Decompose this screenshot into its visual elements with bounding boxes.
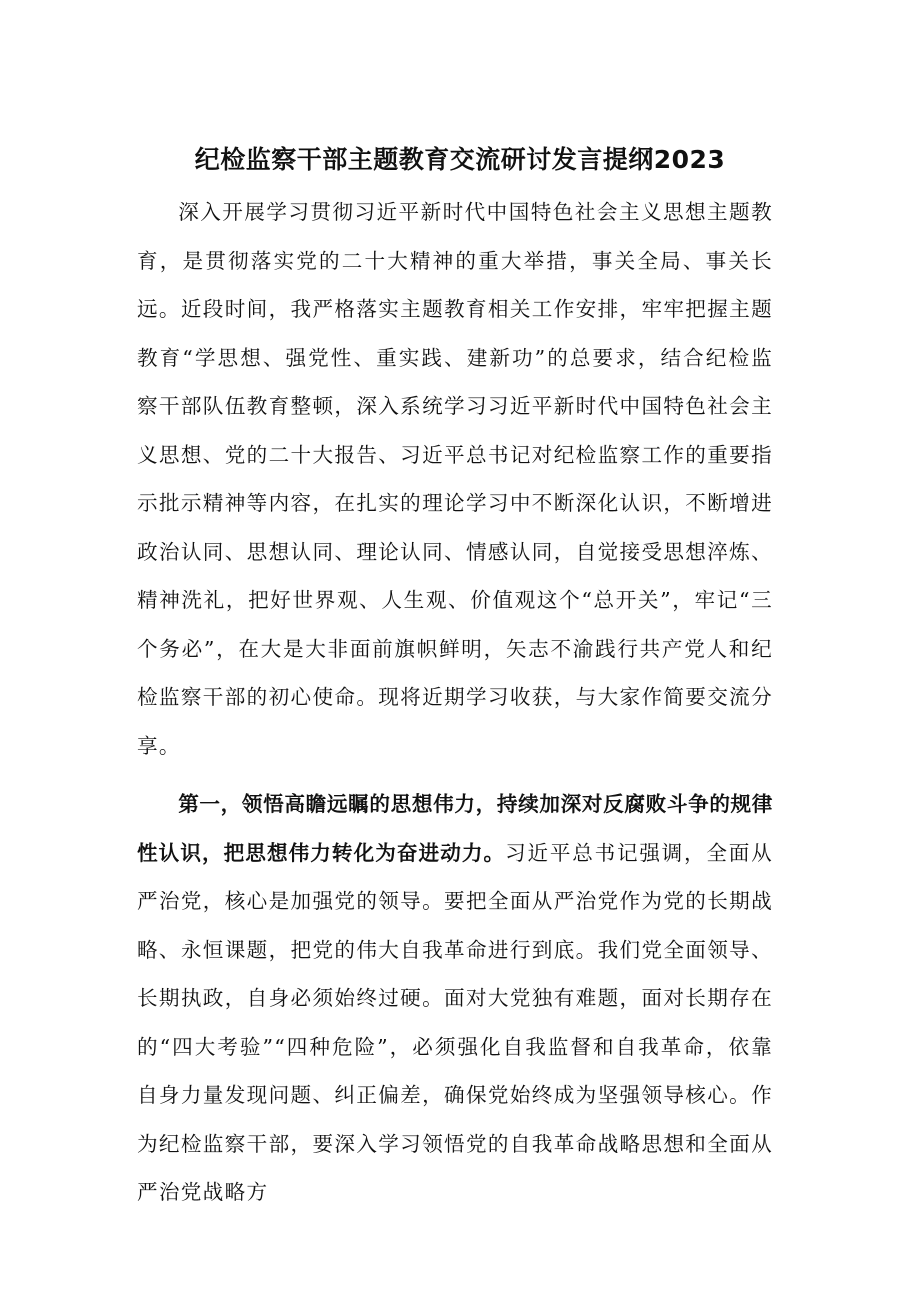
paragraph-intro — [137, 188, 773, 770]
paragraph-intro-text: 深入开展学习贯彻习近平新时代中国特色社会主义思想主题教育，是贯彻落实党的二十大精神的重大举措，事关全局、事关长远。近段时间，我严格落实主题教育相关工作安排，牢牢把握主题教育“学思想、强党性、重实践、建新功”的总要求，结合纪检监察干部队伍教育整顿，深入系统学习习近平新时代中国特色社会主义思想、党的二十大报告、习近平总书记对纪检监察工作的重要指示批示精神等内容，在扎实的理论学习中不断深化认识，不断增进政治认同、思想认同、理论认同、情感认同，自觉接受思想淬炼、精神洗礼，把好世界观、人生观、价值观这个“总开关”，牢记“三个务必”，在大是大非面前旗帜鲜明，矢志不渝践行共产党人和纪检监察干部的初心使命。现将近期学习收获，与大家作简要交流分享。 — [137, 200, 773, 758]
paragraph-first-point-heading: 第一，领悟高瞻远瞩的思想伟力，持续加深对反腐败斗争的规律性认识，把思想伟力转化为奋进动力。 — [137, 792, 773, 865]
paragraph-first-point-text: 习近平总书记强调，全面从严治党，核心是加强党的领导。要把全面从严治党作为党的长期战略、永恒课题，把党的伟大自我革命进行到底。我们党全面领导、长期执政，自身必须始终过硬。面对大党独有难题，面对长期存在的“四大考验”“四种危险”，必须强化自我监督和自我革命，依靠自身力量发现问题、纠正偏差，确保党始终成为坚强领导核心。作为纪检监察干部，要深入学习领悟党的自我革命战略思想和全面从严治党战略方 — [137, 840, 773, 1204]
paragraph-first-point — [137, 780, 773, 1217]
document-title: 纪检监察干部主题教育交流研讨发言提纲2023 — [194, 145, 726, 174]
